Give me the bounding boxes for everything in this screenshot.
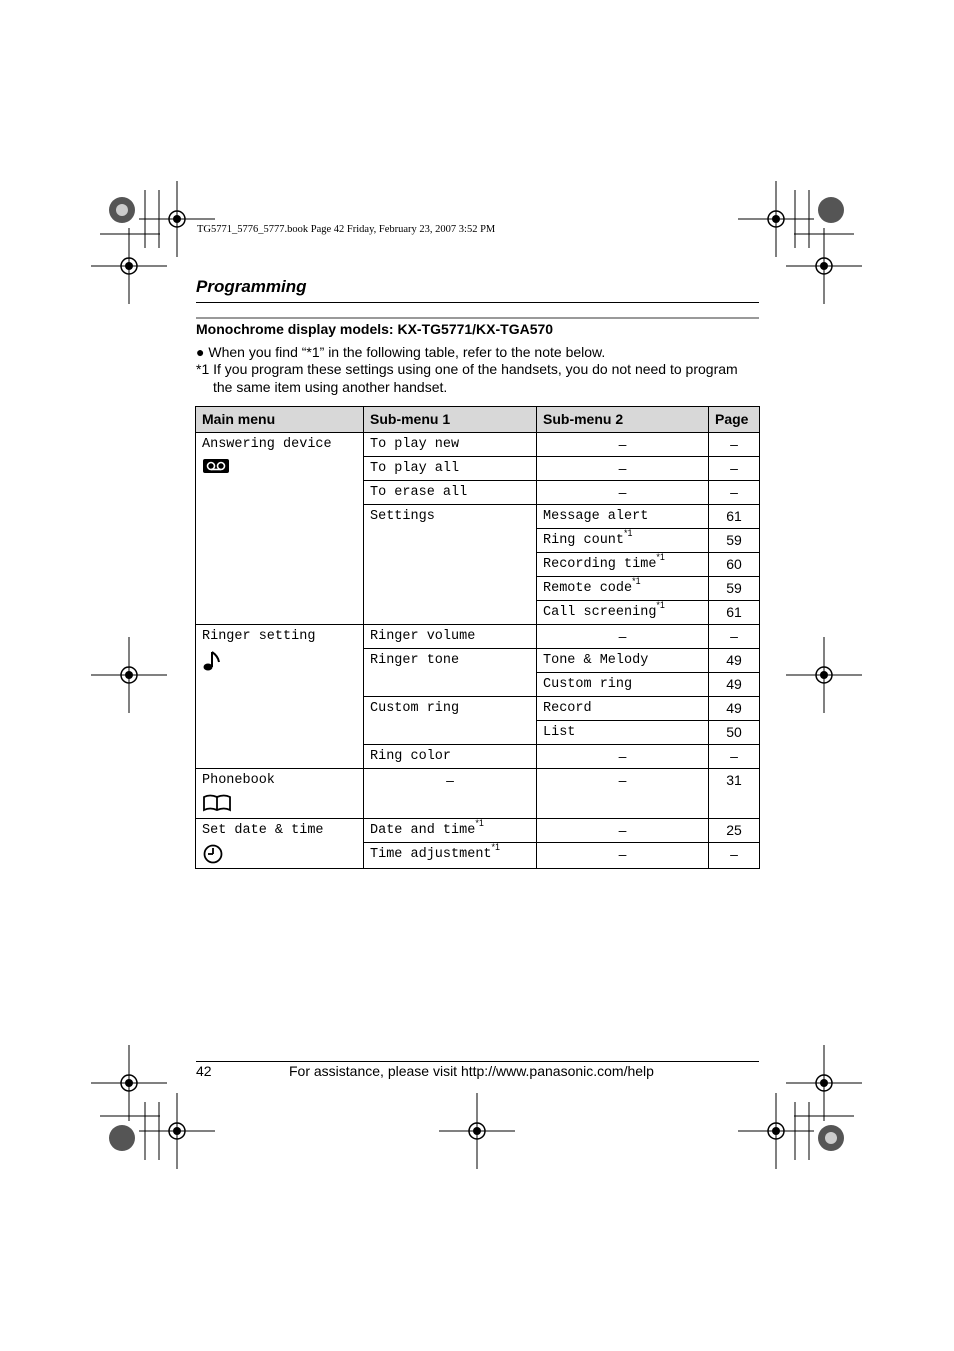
footer-text: For assistance, please visit http://www.panasonic.com/help	[289, 1063, 654, 1079]
sub1-cell: To play new	[364, 433, 537, 457]
registration-mark	[91, 228, 167, 304]
sub2-cell: –	[537, 843, 709, 869]
table-header-row	[196, 407, 760, 433]
page-cell: 60	[709, 553, 760, 577]
registration-mark	[786, 1045, 862, 1121]
table-row	[196, 433, 760, 457]
page-cell: 31	[709, 769, 760, 819]
clock-icon	[202, 844, 224, 864]
registration-mark	[786, 228, 862, 304]
sub2-cell: List	[537, 721, 709, 745]
page-cell: 50	[709, 721, 760, 745]
sub2-cell: Custom ring	[537, 673, 709, 697]
sub1-cell: Ringer tone	[364, 649, 537, 697]
sub2-label: Recording time	[543, 557, 657, 572]
sub1-cell	[364, 819, 537, 843]
main-menu-label: Set date & time	[202, 823, 324, 838]
sub2-label: Remote code	[543, 581, 633, 596]
page-cell: 61	[709, 601, 760, 625]
sub2-cell: Message alert	[537, 505, 709, 529]
sub1-cell: To play all	[364, 457, 537, 481]
registration-mark	[738, 181, 814, 257]
page-cell: –	[709, 843, 760, 869]
footnote-ref: *1	[624, 528, 633, 538]
header-sub-menu-1: Sub-menu 1	[364, 407, 537, 433]
menu-table	[195, 406, 760, 869]
sub2-cell	[537, 601, 709, 625]
footer-rule	[196, 1061, 759, 1062]
footnote-text: If you program these settings using one of the handsets, you do not need to program	[213, 361, 738, 377]
page-cell: 49	[709, 697, 760, 721]
sub2-cell	[537, 577, 709, 601]
footnote-line1	[196, 361, 738, 377]
book-icon	[202, 794, 232, 812]
sub2-cell: –	[537, 769, 709, 819]
main-menu-answering-device	[196, 433, 364, 625]
sub1-cell: –	[364, 769, 537, 819]
page-cell: 61	[709, 505, 760, 529]
footnote-ref: *1	[632, 576, 641, 586]
page-cell: 49	[709, 649, 760, 673]
page-cell: –	[709, 481, 760, 505]
sub2-cell	[537, 529, 709, 553]
answering-machine-icon	[202, 458, 230, 474]
footnote-ref: *1	[656, 600, 665, 610]
bullet-note: ● When you find “*1” in the following table, refer to the note below.	[196, 344, 606, 360]
page-number: 42	[196, 1063, 212, 1079]
sub1-cell	[364, 843, 537, 869]
sub1-cell: Ringer volume	[364, 625, 537, 649]
header-sub-menu-2: Sub-menu 2	[537, 407, 709, 433]
registration-mark	[91, 637, 167, 713]
sub2-cell	[537, 553, 709, 577]
music-note-icon	[202, 650, 222, 672]
header-page: Page	[709, 407, 760, 433]
bullet-note-text: When you find “*1” in the following table, refer to the note below.	[208, 344, 606, 360]
main-menu-label: Ringer setting	[202, 629, 316, 644]
sub1-cell: To erase all	[364, 481, 537, 505]
table-row	[196, 819, 760, 843]
sub2-label: Call screening	[543, 605, 657, 620]
table-row	[196, 769, 760, 819]
sub1-cell: Custom ring	[364, 697, 537, 745]
main-menu-set-date-time	[196, 819, 364, 869]
sub2-cell: Record	[537, 697, 709, 721]
page-cell: –	[709, 745, 760, 769]
registration-mark	[786, 637, 862, 713]
footnote-marker: *1	[196, 361, 210, 377]
registration-mark	[139, 1093, 215, 1169]
sub1-cell: Settings	[364, 505, 537, 625]
print-header-line: TG5771_5776_5777.book Page 42 Friday, February 23, 2007 3:52 PM	[197, 224, 496, 235]
main-menu-label: Answering device	[202, 437, 332, 452]
page-cell: 59	[709, 529, 760, 553]
registration-mark	[439, 1093, 515, 1169]
page-cell: –	[709, 625, 760, 649]
sub1-label: Date and time	[370, 823, 476, 838]
registration-mark	[139, 181, 215, 257]
footnote-ref: *1	[491, 842, 501, 852]
main-menu-ringer-setting	[196, 625, 364, 769]
section-title: Programming	[196, 277, 307, 296]
sub1-cell: Ring color	[364, 745, 537, 769]
sub2-cell: –	[537, 433, 709, 457]
title-rule	[196, 302, 759, 303]
footnote-ref: *1	[475, 818, 484, 828]
page-cell: 59	[709, 577, 760, 601]
sub2-cell: –	[537, 745, 709, 769]
footnote-ref: *1	[656, 552, 665, 562]
table-row	[196, 625, 760, 649]
page-cell: –	[709, 433, 760, 457]
main-menu-phonebook	[196, 769, 364, 819]
page-cell: 25	[709, 819, 760, 843]
sub2-label: Ring count	[543, 533, 625, 548]
sub2-cell: –	[537, 457, 709, 481]
subheading-rule	[196, 317, 759, 319]
page-cell: –	[709, 457, 760, 481]
registration-mark	[738, 1093, 814, 1169]
sub2-cell: Tone & Melody	[537, 649, 709, 673]
subheading: Monochrome display models: KX-TG5771/KX-TGA570	[196, 321, 554, 337]
sub2-cell: –	[537, 819, 709, 843]
main-menu-label: Phonebook	[202, 773, 275, 788]
sub1-label: Time adjustment	[370, 847, 492, 862]
header-main-menu: Main menu	[196, 407, 364, 433]
page-cell: 49	[709, 673, 760, 697]
registration-mark	[91, 1045, 167, 1121]
sub2-cell: –	[537, 481, 709, 505]
footnote-line2: the same item using another handset.	[213, 379, 448, 395]
sub2-cell: –	[537, 625, 709, 649]
